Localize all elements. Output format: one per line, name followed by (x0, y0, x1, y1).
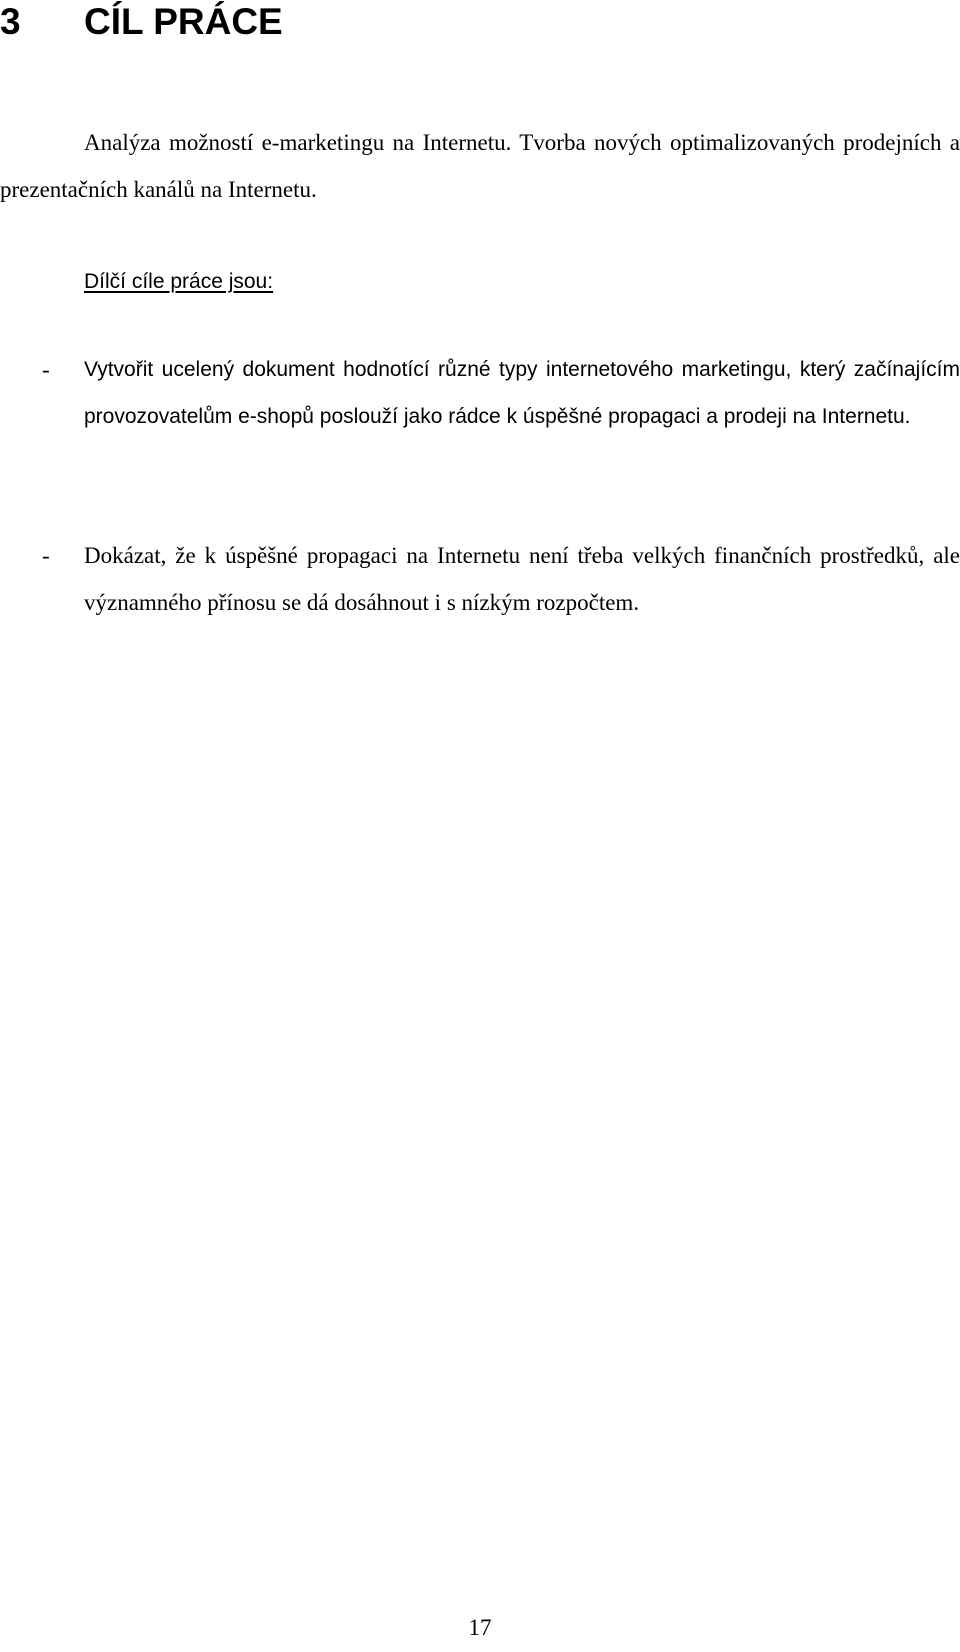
chapter-number: 3 (0, 1, 21, 42)
goal-text: Dokázat, že k úspěšné propagaci na Internetu není třeba velkých finančních prostředků, ale významného přínosu se dá dosáhnout i s nízkým rozpočtem. (84, 543, 960, 615)
goal-text: Vytvořit ucelený dokument hodnotící různé typy internetového marketingu, který začínajícím provozovatelům e-shopů poslouží jako rádce k úspěšné propagaci a prodeji na Internetu. (84, 358, 960, 428)
intro-paragraph: Analýza možností e-marketingu na Internetu. Tvorba nových optimalizovaných prodejních a prezentačních kanálů na Internetu. (0, 130, 960, 202)
subgoals-heading: Dílčí cíle práce jsou: (84, 270, 274, 293)
page-number: 17 (468, 1615, 492, 1640)
goal-item-1 (0, 346, 960, 440)
goal-item-2 (0, 532, 960, 626)
goal-bullet: - (42, 357, 50, 382)
goal-bullet: - (42, 543, 50, 568)
chapter-title: CÍL PRÁCE (84, 1, 283, 42)
